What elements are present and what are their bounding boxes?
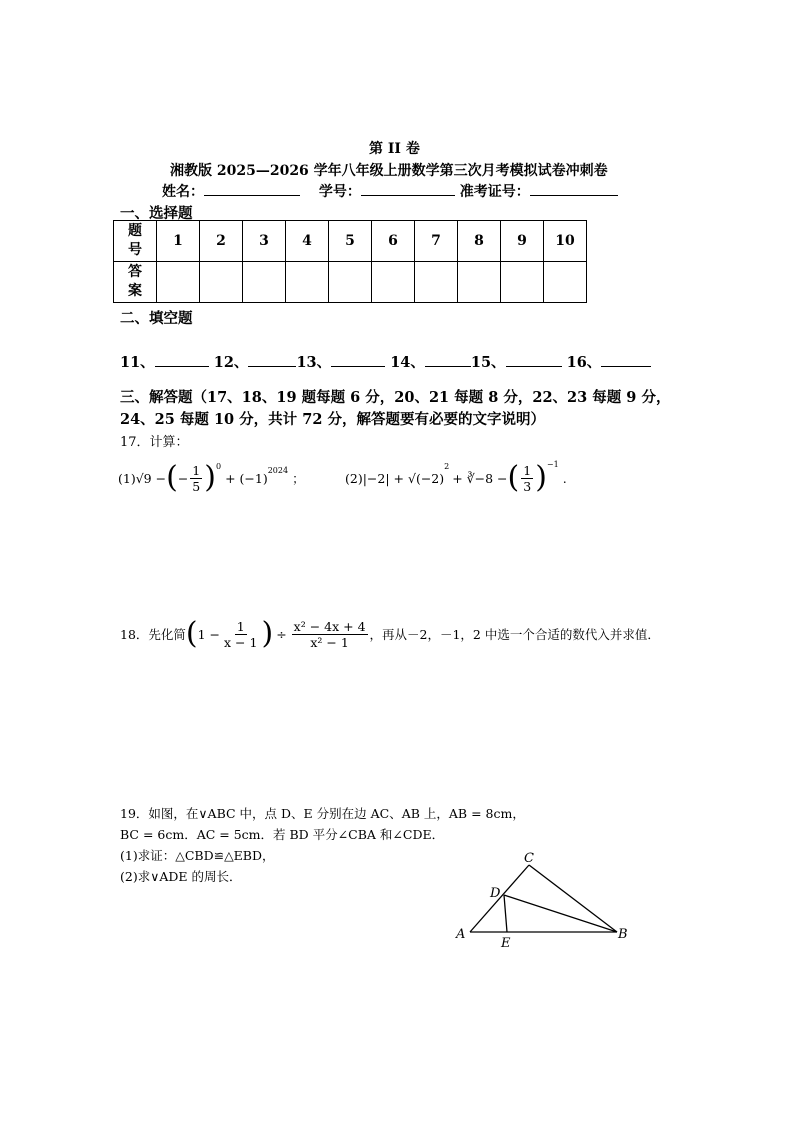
q17-label: 17．计算：: [120, 435, 189, 450]
point-d-label: D: [490, 886, 501, 901]
q17-part2-expression: (2) |−2| + √(−2) $^2$ + ∛−8 − ( $\frac{1}{3}$ ) $^{-1}$ .: [345, 460, 567, 495]
blank-label: 13、: [296, 354, 332, 371]
exam-no-label: 准考证号：: [459, 184, 530, 200]
section-solve-heading-cont: 24、25 每题 10 分，共计 72 分，解答题要有必要的文字说明）: [120, 411, 545, 428]
answer-cell[interactable]: [501, 262, 544, 303]
question-number-label: 题号: [114, 221, 157, 262]
volume-title: 第 II 卷: [369, 141, 420, 157]
table-row: [114, 262, 587, 303]
table-cell: 9: [501, 221, 544, 262]
segment-cb: [529, 865, 617, 932]
q18-suffix: ，再从－2，－1，2 中选一个合适的数代入并求值．: [369, 627, 660, 642]
table-row: [114, 221, 587, 262]
table-cell: 6: [372, 221, 415, 262]
point-e-label: E: [501, 936, 511, 951]
id-label: 学号：: [318, 184, 361, 200]
part-number: (1): [118, 470, 136, 486]
answer-cell[interactable]: [329, 262, 372, 303]
exam-title: 湘教版 2025—2026 学年八年级上册数学第三次月考模拟试卷冲刺卷: [170, 163, 608, 179]
blank-label: 15、: [470, 354, 506, 371]
table-cell: 7: [415, 221, 458, 262]
q18-prefix: 18．先化简: [120, 627, 186, 642]
table-cell: 5: [329, 221, 372, 262]
blank-label: 16、: [566, 354, 602, 371]
table-cell: 10: [544, 221, 587, 262]
answer-cell[interactable]: [415, 262, 458, 303]
q19-line1: 19．如图，在∨ABC 中，点 D、E 分别在边 AC、AB 上，AB = 8cm，: [120, 806, 525, 821]
fill-blanks-line: [120, 351, 651, 372]
answer-blank[interactable]: [248, 352, 296, 367]
blank-label: 14、: [390, 354, 425, 371]
q19-line2: BC = 6cm．AC = 5cm．若 BD 平分∠CBA 和∠CDE．: [120, 827, 445, 842]
answer-cell[interactable]: [286, 262, 329, 303]
blank-label: 11、: [120, 354, 155, 371]
answer-cell[interactable]: [243, 262, 286, 303]
answer-blank[interactable]: [601, 352, 651, 367]
point-c-label: C: [524, 851, 534, 866]
q17-part1-expression: (1) √9 − ( − $\frac{1}{5}$ ) $^0$ + (−1) $^{2024}$ ；: [118, 460, 305, 495]
exam-no-blank[interactable]: [530, 181, 618, 196]
answer-cell[interactable]: [458, 262, 501, 303]
point-a-label: A: [456, 927, 466, 942]
q19-part2: (2)求∨ADE 的周长．: [120, 869, 242, 884]
section-fill-heading: 二、填空题: [120, 310, 193, 327]
answer-table: [113, 220, 587, 303]
table-cell: 1: [157, 221, 200, 262]
id-blank[interactable]: [361, 181, 455, 196]
answer-blank[interactable]: [331, 352, 385, 367]
table-cell: 3: [243, 221, 286, 262]
answer-cell[interactable]: [157, 262, 200, 303]
table-cell: 8: [458, 221, 501, 262]
part-number: (2): [345, 470, 363, 486]
q19-part1: (1)求证：△CBD≌△EBD，: [120, 848, 275, 863]
name-blank[interactable]: [204, 181, 300, 196]
student-info-line: [162, 181, 618, 201]
answer-blank[interactable]: [425, 352, 471, 367]
table-cell: 4: [286, 221, 329, 262]
answer-blank[interactable]: [506, 352, 562, 367]
answer-cell[interactable]: [200, 262, 243, 303]
table-cell: 2: [200, 221, 243, 262]
blank-label: 12、: [213, 354, 249, 371]
answer-label: 答案: [114, 262, 157, 303]
answer-cell[interactable]: [544, 262, 587, 303]
segment-de: [504, 895, 507, 932]
q18-question: 18．先化简 ( 1 − $\frac{1}{x - 1}$ ) ÷ $\frac{\text{x² − 4x + 4}}{\text{x² − 1}}$ ，再从－2，－1，2 中选一个合适的数代入并求值．: [120, 616, 660, 651]
section-choice-heading: 一、选择题: [120, 205, 193, 222]
answer-cell[interactable]: [372, 262, 415, 303]
section-solve-heading: 三、解答题（17、18、19 题每题 6 分，20、21 每题 8 分，22、23 每题 9 分，: [120, 389, 671, 406]
answer-blank[interactable]: [155, 352, 209, 367]
point-b-label: B: [618, 927, 628, 942]
segment-db: [504, 895, 617, 932]
triangle-figure: [450, 845, 640, 955]
name-label: 姓名：: [162, 184, 204, 200]
